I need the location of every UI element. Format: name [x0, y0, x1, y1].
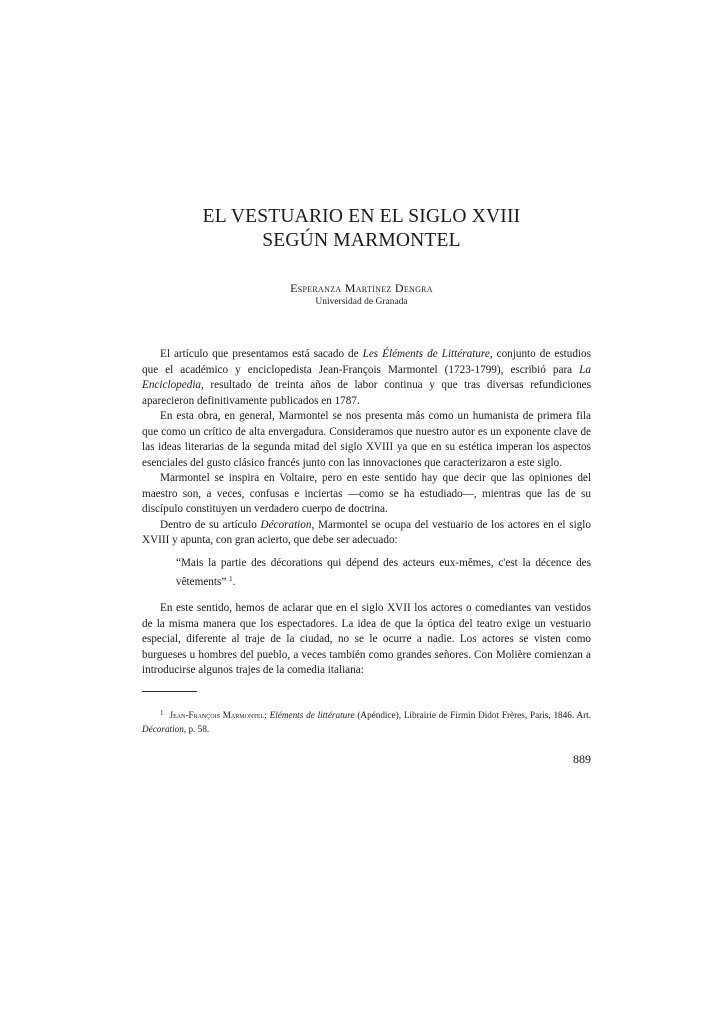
footnote-divider — [142, 691, 197, 692]
article-title-line-2: SEGÚN MARMONTEL — [262, 230, 461, 251]
page-number: 889 — [573, 752, 591, 766]
paragraph-2: En esta obra, en general, Marmontel se nos presenta más como un humanista de primera fila que como un crítico de alta envergadura. Consideramos que nuestro autor es un exponente clave de las ideas literarias de la segunda mitad del siglo XVIII ya que en su estética imperan los aspectos esenciales del gusto clásico francés junto con las innovaciones que caracterizaron a este siglo. — [142, 410, 591, 469]
block-quote: “Mais la partie des décorations qui dépend des acteurs eux-mêmes, c'est la décence des vêtements” $^1$. — [176, 557, 591, 588]
paragraph-3: Marmontel se inspira en Voltaire, pero en este sentido hay que decir que las opiniones del maestro son, a veces, confusas e inciertas —como se ha estudiado—, mientras que las de su discípulo constituyen un verdadero cuerpo de doctrina. — [142, 472, 591, 515]
paragraph-5: En este sentido, hemos de aclarar que en el siglo XVII los actores o comediantes van vestidos de la misma manera que los espectadores. La idea de que la óptica del teatro exige un vestuario especial, diferente al traje de la ciudad, no se le ocurre a nadie. Los actores se visten como burgueses u hombres del pueblo, a veces también como grandes señores. Con Molière comienzan a introducirse algunos trajes de la comedia italiana: — [142, 602, 591, 676]
body-text-lower — [142, 601, 591, 679]
footnote-reference: 1 — [229, 574, 233, 583]
author-name: Esperanza Martínez Dengra — [290, 281, 433, 295]
body-text-upper — [142, 347, 591, 549]
paragraph-4: Dentro de su artículo Décoration, Marmontel se ocupa del vestuario de los actores en el siglo XVIII y apunta, con gran acierto, que debe ser adecuado: — [142, 518, 591, 546]
footnote: $^1$ Jean-François Marmontel: Eléments de littérature (Apéndice), Librairie de Firmin Didot Frères, Paris, 1846. Art. Décoration, p. 58. — [142, 709, 591, 734]
author-affiliation: Universidad de Granada — [315, 297, 408, 307]
paragraph-1: El artículo que presentamos está sacado de Les Éléments de Littérature, conjunto de estudios que el académico y enciclopedista Jean-François Marmontel (1723-1799), escribió para La Enciclopedia, resultado de treinta años de labor continua y que tras diversas refundiciones aparecieron definitivamente publicados en 1787. — [142, 348, 591, 407]
article-title-line-1: EL VESTUARIO EN EL SIGLO XVIII — [202, 206, 521, 227]
